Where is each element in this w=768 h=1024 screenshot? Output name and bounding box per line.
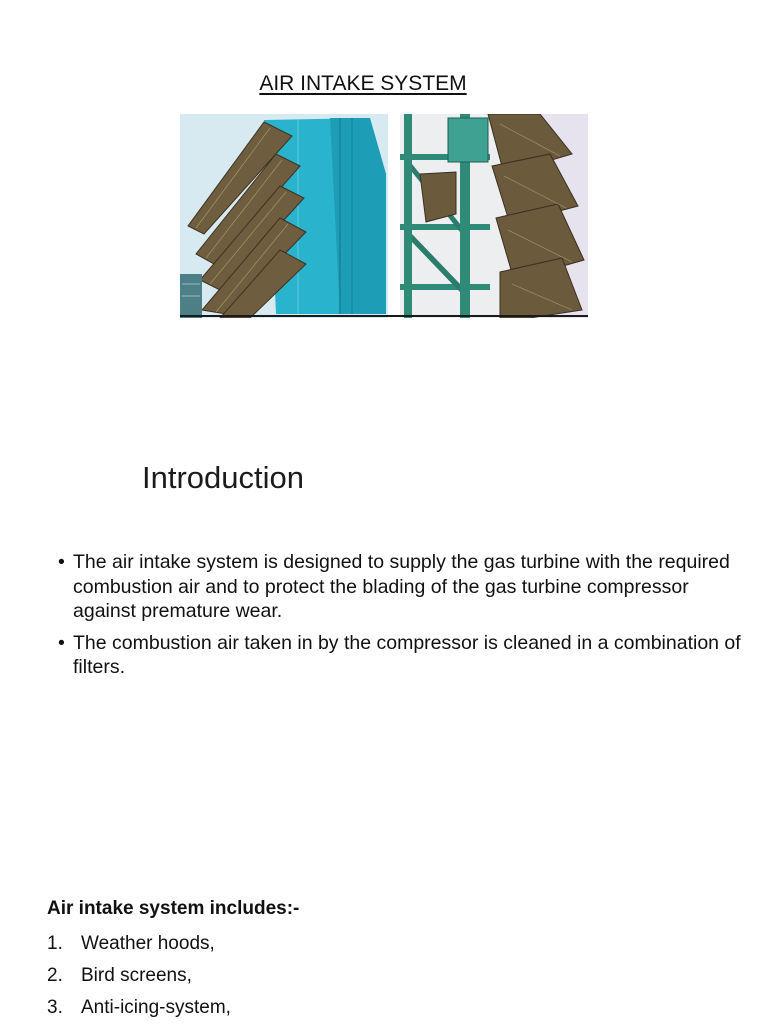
list-number: 1.	[47, 933, 63, 954]
air-intake-frame-photo	[400, 114, 588, 318]
list-item	[47, 960, 231, 992]
list-item	[47, 928, 231, 960]
photo-underline	[180, 315, 588, 317]
bullet-item	[58, 550, 748, 624]
includes-heading: Air intake system includes:-	[47, 898, 300, 919]
list-label: Bird screens,	[81, 965, 192, 986]
bullet-icon: •	[58, 631, 65, 654]
photo-strip	[180, 114, 588, 318]
includes-list	[47, 928, 231, 1024]
section-heading: Introduction	[142, 460, 304, 495]
bullet-item	[58, 631, 748, 680]
list-number: 2.	[47, 965, 63, 986]
list-label: Weather hoods,	[81, 933, 215, 954]
bullet-text: The air intake system is designed to supply the gas turbine with the required combustion air and to protect the blading of the gas turbine compressor against premature wear.	[73, 551, 730, 622]
list-item	[47, 992, 231, 1024]
intro-bullet-list	[58, 550, 748, 687]
page-title: AIR INTAKE SYSTEM	[259, 72, 467, 95]
air-intake-tower-photo	[180, 114, 388, 318]
bullet-icon: •	[58, 551, 65, 573]
bullet-text: The combustion air taken in by the compressor is cleaned in a combination of filters.	[73, 631, 741, 678]
list-label: Anti-icing-system,	[81, 997, 231, 1018]
list-number: 3.	[47, 997, 63, 1018]
